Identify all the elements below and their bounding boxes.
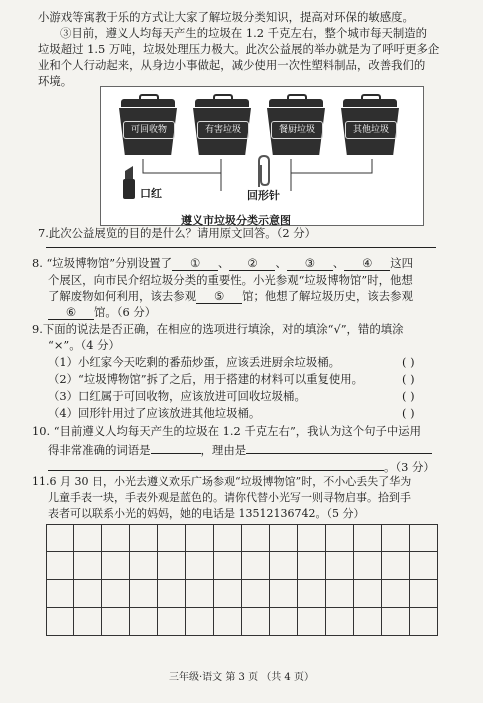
bin-label: 有害垃圾	[197, 121, 249, 139]
bin-label: 餐厨垃圾	[271, 121, 323, 139]
intro-line-3: 垃圾超过 1.5 万吨，垃圾处理压力极大。此次公益展的举办就是为了呼吁更多企	[38, 42, 440, 56]
q9-line-2: “×”。（4 分）	[48, 338, 120, 352]
bin-label: 可回收物	[123, 121, 175, 139]
intro-line-1: 小游戏等寓教于乐的方式让大家了解垃圾分类知识，提高对环保的敏感度。	[38, 10, 414, 24]
q9-item-3: （3）口红属于可回收物，应该放进可回收垃圾桶。	[48, 389, 306, 403]
q10-blank-reason-cont[interactable]	[48, 458, 384, 471]
q8-blank-4[interactable]: ④	[344, 256, 390, 271]
q8-blank-3[interactable]: ③	[287, 256, 333, 271]
q10-line-2: 得非常准确的词语是 ，理由是	[48, 441, 432, 457]
q9-item-1: （1）小红家今天吃剩的番茄炒蛋，应该丢进厨余垃圾桶。	[48, 355, 341, 369]
garbage-sorting-figure	[100, 86, 424, 226]
q8-line-1: 8. “垃圾博物馆”分别设置了 ① 、 ② 、 ③ 、 ④ 这四	[32, 256, 414, 270]
q9-answer-4[interactable]: ( )	[402, 406, 415, 420]
q11-line-1: 11.6 月 30 日，小光去遵义欢乐广场参观“垃圾博物馆”时，不小心丢失了华为	[32, 475, 412, 488]
q8-line-4: ⑥ 馆。（6 分）	[48, 305, 156, 320]
intro-line-2: ③目前，遵义人均每天产生的垃圾在 1.2 千克左右，整个城市每天制造的	[60, 26, 428, 40]
q9-answer-2[interactable]: ( )	[402, 372, 415, 386]
writing-grid[interactable]	[46, 524, 442, 654]
q8-blank-5[interactable]: ⑤	[196, 289, 242, 304]
q8-blank-1[interactable]: ①	[172, 256, 218, 271]
q11-line-2: 儿童手表一块，手表外观是蓝色的。请你代替小光写一则寻物启事。拾到手	[48, 491, 411, 504]
lipstick-label: 口红	[140, 187, 162, 200]
figure-caption: 遵义市垃圾分类示意图	[181, 214, 291, 227]
q8-line-2: 个展区，向市民介绍垃圾分类的重要性。小光参观“垃圾博物馆”时，他想	[48, 273, 413, 287]
page-footer: 三年级·语文 第 3 页 （共 4 页）	[169, 672, 314, 683]
q10-blank-reason[interactable]	[246, 441, 432, 454]
q8-line-3: 了解废物如何利用，该去参观 ⑤ 馆；他想了解垃圾历史，该去参观	[48, 289, 413, 303]
q9-line-1: 9.下面的说法是否正确，在相应的选项进行填涂，对的填涂“√”，错的填涂	[32, 322, 404, 336]
q10-line-1: 10. “目前遵义人均每天产生的垃圾在 1.2 千克左右”，我认为这个句子中运用	[32, 424, 422, 438]
q9-item-2: （2）“垃圾博物馆”拆了之后，用于搭建的材料可以重复使用。	[48, 372, 364, 386]
bin-label: 其他垃圾	[345, 121, 397, 139]
paperclip-label: 回形针	[247, 189, 280, 202]
q11-line-3: 表者可以联系小光的妈妈，她的电话是 13512136742。（5 分）	[48, 507, 365, 520]
q8-blank-6[interactable]: ⑥	[48, 305, 94, 320]
q10-blank-word[interactable]	[151, 441, 201, 454]
q10-line-3: 。（3 分）	[48, 458, 435, 474]
q8-suffix: 这四	[390, 256, 414, 270]
intro-line-5: 环境。	[38, 74, 73, 88]
q9-item-4: （4）回形针用过了应该放进其他垃圾桶。	[48, 406, 261, 420]
q7-answer-line[interactable]	[46, 247, 436, 248]
paperclip-icon	[249, 153, 279, 191]
q9-answer-3[interactable]: ( )	[402, 389, 415, 403]
q9-answer-1[interactable]: ( )	[402, 355, 415, 369]
q8-prefix: 8. “垃圾博物馆”分别设置了	[32, 256, 173, 270]
intro-line-4: 业和个人行动起来，从身边小事做起，减少使用一次性塑料制品，改善我们的	[38, 58, 426, 72]
q8-blank-2[interactable]: ②	[229, 256, 275, 271]
q7-text: 7.此次公益展览的目的是什么？请用原文回答。（2 分）	[38, 226, 317, 240]
